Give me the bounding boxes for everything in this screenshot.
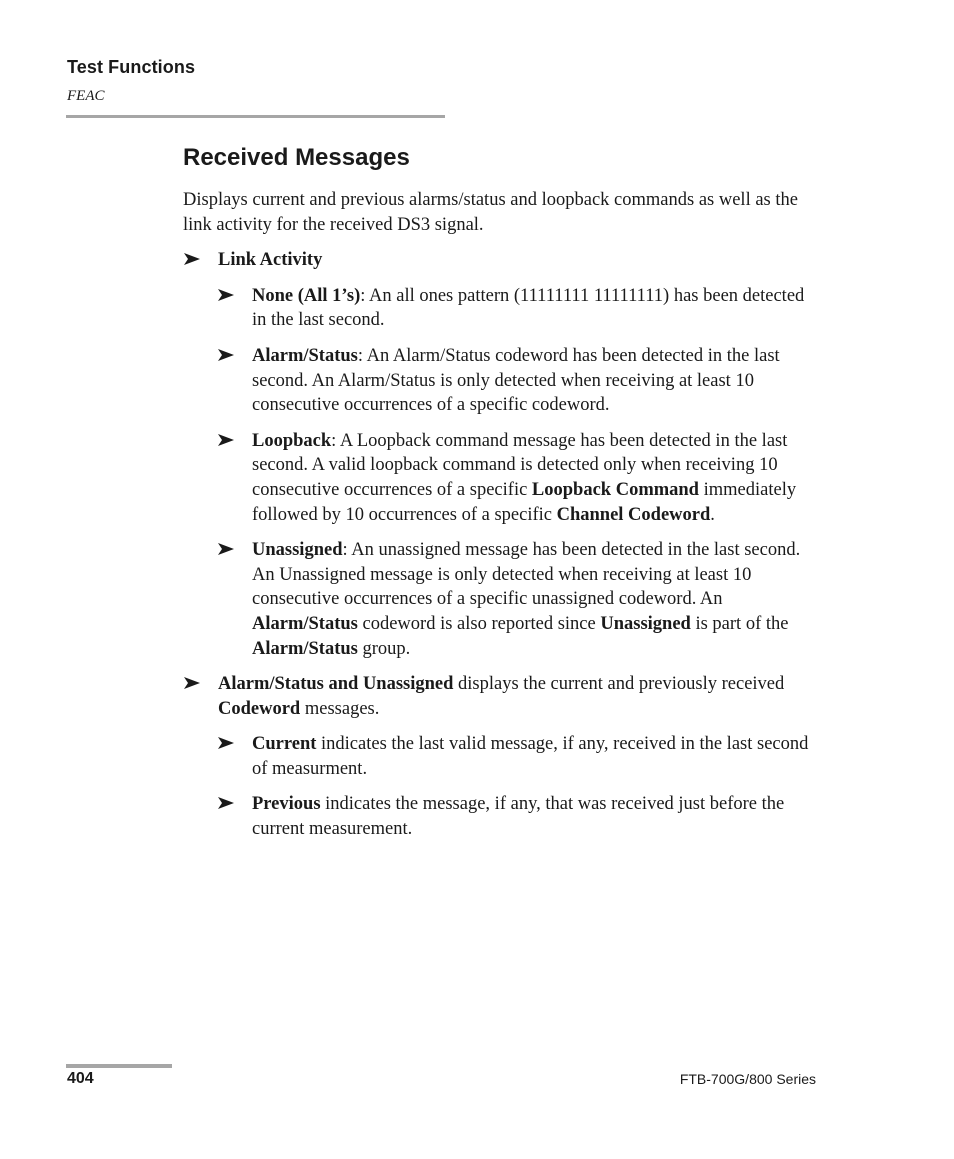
arrow-bullet-icon [183, 674, 201, 694]
bold-term: Current [252, 734, 317, 755]
text-segment: : An unassigned message has been detected in the last second. An Unassigned message is only detected when receiving at least 10 consecutive occurrences of a specific unassigned codeword. An [252, 540, 801, 610]
arrow-bullet-icon [217, 286, 235, 306]
page-number: 404 [67, 1070, 94, 1087]
text-segment: indicates the message, if any, that was received just before the current measurement. [252, 794, 785, 840]
header-divider [66, 115, 445, 118]
bold-term: Alarm/Status [252, 638, 358, 659]
text-segment: . [710, 504, 715, 525]
text-segment: : An all ones pattern (11111111 11111111) has been detected in the last second. [252, 285, 805, 331]
bold-term: Channel Codeword [556, 504, 711, 525]
bold-term: Previous [252, 794, 321, 815]
arrow-bullet-icon [217, 431, 235, 451]
bold-term: Unassigned [600, 613, 691, 634]
bold-term: None (All 1’s) [252, 285, 361, 306]
sub-list-item [217, 792, 823, 841]
arrow-bullet-icon [217, 346, 235, 366]
sub-list-item [217, 732, 823, 781]
sub-list-item [217, 429, 823, 527]
bold-term: Unassigned [252, 540, 343, 561]
section-body [183, 188, 823, 853]
footer-divider [66, 1064, 172, 1068]
bold-term: Alarm/Status and Unassigned [218, 674, 454, 695]
text-segment: immediately followed by 10 occurrences of a specific [252, 479, 797, 525]
section-title: Received Messages [183, 144, 410, 171]
bullet-list [183, 248, 823, 841]
sub-list-item [217, 538, 823, 661]
document-name: FTB-700G/800 Series [679, 1071, 816, 1087]
arrow-bullet-icon [217, 794, 235, 814]
arrow-bullet-icon [217, 540, 235, 560]
arrow-bullet-icon [183, 250, 201, 270]
text-segment: codeword is also reported since [357, 613, 601, 634]
text-segment: indicates the last valid message, if any, received in the last second of measurment. [252, 734, 809, 779]
sub-list-item [217, 284, 823, 333]
bold-term: Link Activity [218, 250, 323, 271]
text-segment: messages. [300, 698, 380, 719]
bold-term: Loopback Command [531, 479, 699, 500]
bold-term: Alarm/Status [252, 345, 358, 366]
text-segment: : A Loopback command message has been detected in the last second. A valid loopback command is detected only when receiving 10 consecutive occurrences of a specific [252, 430, 788, 500]
list-item [183, 672, 823, 721]
bold-term: Codeword [218, 698, 301, 719]
text-segment: group. [357, 638, 411, 659]
bold-term: Loopback [252, 430, 332, 451]
text-segment: is part of the [690, 613, 789, 634]
running-header-subtitle: FEAC [67, 88, 105, 104]
text-segment: displays the current and previously received [453, 674, 785, 695]
text-segment: : An Alarm/Status codeword has been detected in the last second. An Alarm/Status is only detected when receiving at least 10 consecutive occurrences of a specific codeword. [252, 345, 780, 416]
running-header-title: Test Functions [67, 57, 196, 77]
sub-list-item [217, 344, 823, 418]
intro-paragraph: Displays current and previous alarms/status and loopback commands as well as the link activity for the received DS3 signal. [183, 190, 798, 235]
bold-term: Alarm/Status [252, 613, 358, 634]
arrow-bullet-icon [217, 734, 235, 754]
list-item [183, 248, 823, 273]
